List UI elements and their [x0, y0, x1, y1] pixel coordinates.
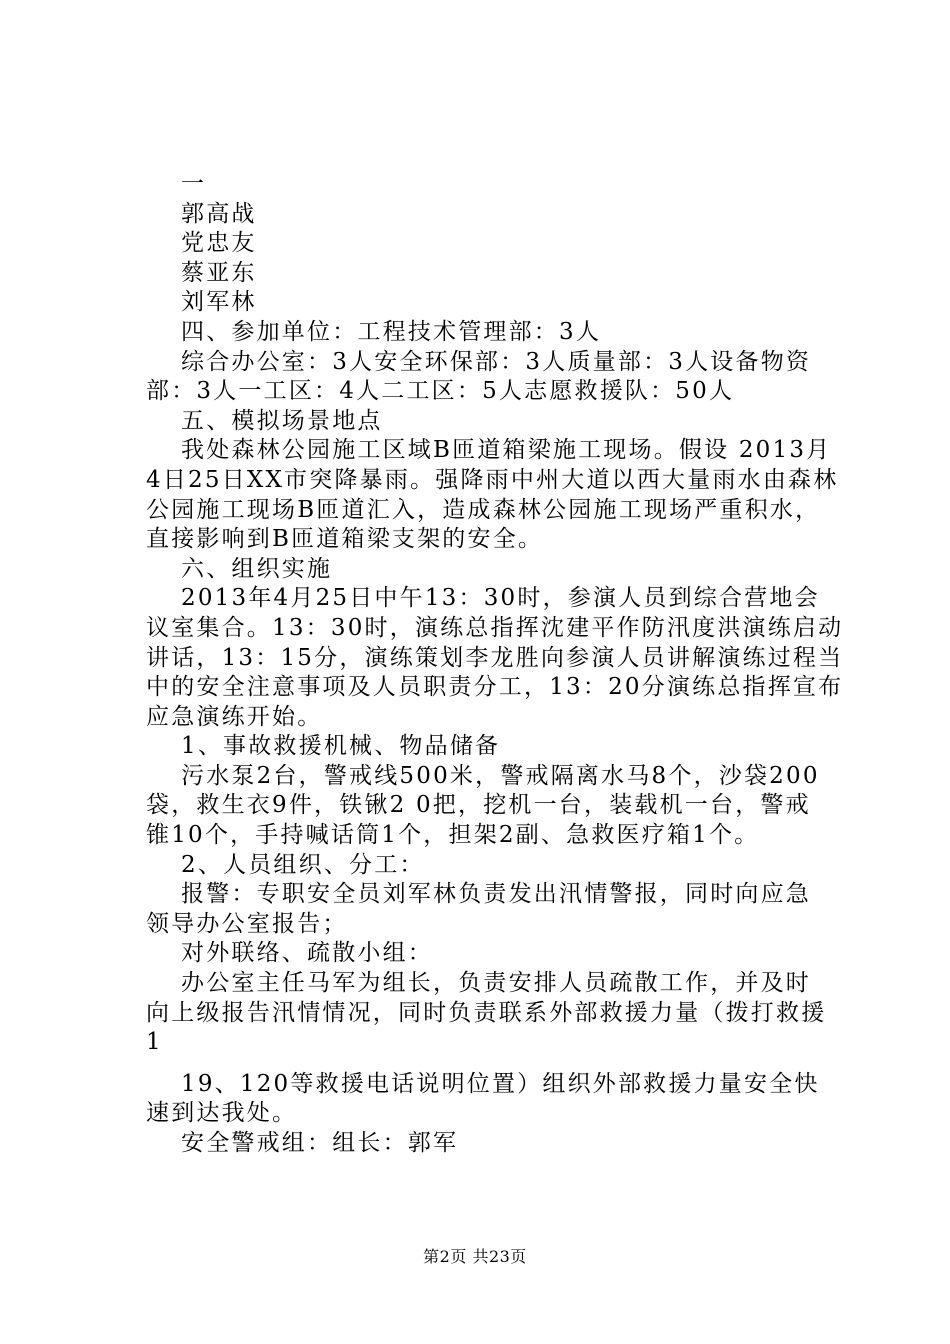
text-line: 1 — [146, 1029, 163, 1056]
text-line: 党忠友 — [181, 230, 257, 257]
text-line: 领导办公室报告； — [146, 910, 348, 937]
text-line: 向上级报告汛情情况，同时负责联系外部救援力量（拨打救援 — [146, 999, 827, 1026]
section-heading: 五、模拟场景地点 — [181, 407, 383, 434]
text-line: 直接影响到B匝道箱梁支架的安全。 — [146, 526, 544, 553]
text-line: 污水泵2台，警戒线500米，警戒隔离水马8个，沙袋200 — [181, 762, 820, 789]
text-line: 19、120等救援电话说明位置）组织外部救援力量安全快 — [181, 1070, 820, 1097]
section-heading: 四、参加单位：工程技术管理部：3人 — [181, 318, 602, 345]
paragraph-gap — [146, 1058, 836, 1070]
text-line: 综合办公室：3人安全环保部：3人质量部：3人设备物资 — [181, 348, 812, 375]
text-line: 2013年4月25日中午13：30时，参演人员到综合营地会 — [181, 585, 820, 612]
text-line: 郭高战 — [181, 200, 257, 227]
text-line: 报警：专职安全员刘军林负责发出汛情警报，同时向应急 — [181, 881, 811, 908]
text-line: 办公室主任马军为组长，负责安排人员疏散工作，并及时 — [181, 970, 811, 997]
text-line: 安全警戒组：组长：郭军 — [181, 1130, 459, 1156]
page-number-footer: 第2页 共23页 — [423, 1247, 527, 1266]
text-line: 中的安全注意事项及人员职责分工，13：20分演练总指挥宣布 — [146, 674, 844, 701]
text-line: 刘军林 — [181, 289, 257, 316]
text-line: 袋，救生衣9件，铁锹2 0把，挖机一台，装载机一台，警戒 — [146, 792, 811, 819]
text-line: 对外联络、疏散小组： — [181, 940, 433, 967]
text-line: 一 — [181, 171, 207, 197]
document-body — [146, 170, 844, 1159]
text-line: 部：3人一工区：4人二工区：5人志愿救援队：50人 — [146, 378, 735, 405]
text-line: 公园施工现场B匝道汇入，造成森林公园施工现场严重积水， — [146, 496, 821, 523]
text-line: 4日25日XX市突降暴雨。强降雨中州大道以西大量雨水由森林 — [146, 466, 839, 493]
text-line: 速到达我处。 — [146, 1100, 298, 1127]
text-line: 锥10个，手持喊话筒1个，担架2副、急救医疗箱1个。 — [146, 822, 760, 849]
text-line: 议室集合。13：30时，演练总指挥沈建平作防汛度洪演练启动 — [146, 614, 844, 641]
subsection-heading: 1、事故救援机械、物品储备 — [181, 733, 501, 760]
text-line: 应急演练开始。 — [146, 703, 323, 730]
text-line: 我处森林公园施工区域B匝道箱梁施工现场。假设 2013月 — [181, 437, 832, 464]
text-line: 讲话，13：15分，演练策划李龙胜向参演人员讲解演练过程当 — [146, 644, 844, 671]
subsection-heading: 2、人员组织、分工： — [181, 851, 425, 878]
section-heading: 六、组织实施 — [181, 555, 333, 582]
text-line: 蔡亚东 — [181, 259, 257, 286]
